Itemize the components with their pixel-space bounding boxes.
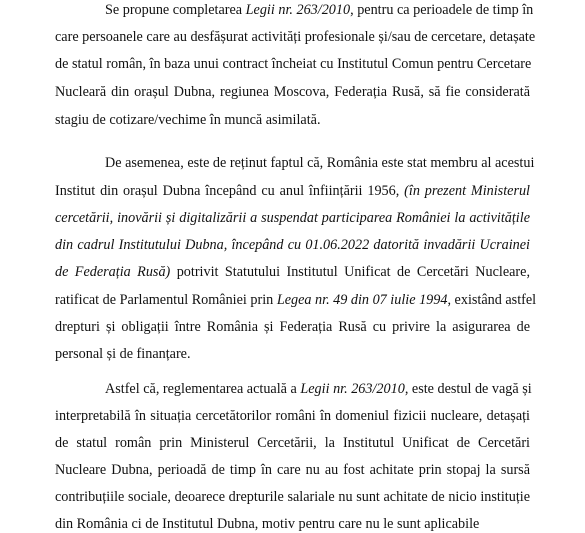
paragraph-2-line-4 [55, 237, 530, 254]
text-run: Se propune completarea [105, 2, 246, 18]
text-run: , pentru ca perioadele de timp în [350, 2, 534, 18]
text-run: , este destul de vagă și [404, 381, 532, 397]
paragraph-1-line-3 [55, 56, 530, 73]
text-run: din România ci de Institutul Dubna, motiv pentru care nu le sunt aplicabile [55, 516, 480, 532]
italic-text: de Federația Rusă) [55, 264, 171, 280]
paragraph-1-line-2 [55, 29, 536, 46]
text-run: ratificat de Parlamentul României prin [55, 292, 277, 308]
paragraph-1-line-4 [55, 84, 530, 101]
paragraph-2-line-2 [55, 183, 530, 200]
text-run: de statul român prin Ministerul Cercetării, la Institutul Unificat de Cercetări [55, 435, 530, 451]
italic-text: cercetării, inovării și digitalizării a suspendat participarea României la activitățile [55, 210, 530, 226]
text-run: contribuțiile sociale, deoarece drepturile salariale nu sunt achitate de nicio instituție [55, 489, 530, 505]
paragraph-2-line-7 [55, 319, 530, 336]
paragraph-1-line-5 [55, 112, 530, 129]
paragraph-3-line-3 [55, 435, 530, 452]
paragraph-3-line-1 [105, 381, 530, 398]
paragraph-3-line-6 [55, 516, 530, 533]
paragraph-2-line-6 [55, 292, 537, 309]
italic-text: (în prezent Ministerul [404, 183, 530, 199]
italic-text: Legii nr. 263/2010 [300, 381, 405, 397]
text-run: De asemenea, este de reținut faptul că, România este stat membru al acestui [105, 155, 535, 171]
text-run: Nucleare Dubna, perioadă de timp în care nu au fost achitate prin stopaj la sursă [55, 462, 530, 478]
text-run: interpretabilă în situația cercetătorilor români în domeniul fizicii nucleare, detașați [55, 408, 530, 424]
text-run: personal și de finanțare. [55, 346, 191, 362]
paragraph-3-line-4 [55, 462, 530, 479]
paragraph-1-line-1 [105, 2, 534, 19]
paragraph-2-line-3 [55, 210, 530, 227]
paragraph-2-line-1 [105, 155, 535, 172]
italic-text: din cadrul Institutului Dubna, începând cu 01.06.2022 datorită invadării Ucrainei [55, 237, 530, 253]
italic-text: Legea nr. 49 din 07 iulie 1994 [276, 292, 448, 308]
text-run: stagiu de cotizare/vechime în muncă asimilată. [55, 112, 321, 128]
paragraph-3-line-2 [55, 408, 530, 425]
text-run: Nucleară din orașul Dubna, regiunea Moscova, Federația Rusă, să fie considerată [55, 84, 530, 100]
text-run: Astfel că, reglementarea actuală a [105, 381, 301, 397]
text-run: Institut din orașul Dubna începând cu anul înființării 1956, [55, 183, 405, 199]
text-run: care persoanele care au desfășurat activități profesionale și/sau de cercetare, detașate [55, 29, 536, 45]
italic-text: Legii nr. 263/2010 [245, 2, 351, 18]
paragraph-3-line-5 [55, 489, 530, 506]
text-run: , existând astfel [447, 292, 537, 308]
paragraph-2-line-8 [55, 346, 530, 363]
paragraph-2-line-5 [55, 264, 530, 281]
text-run: potrivit Statutului Institutul Unificat de Cercetări Nucleare, [170, 264, 530, 280]
text-run: drepturi și obligații între România și Federația Rusă cu privire la asigurarea de [55, 319, 530, 335]
text-run: de statul român, în baza unui contract încheiat cu Institutul Comun pentru Cercetare [55, 56, 532, 72]
